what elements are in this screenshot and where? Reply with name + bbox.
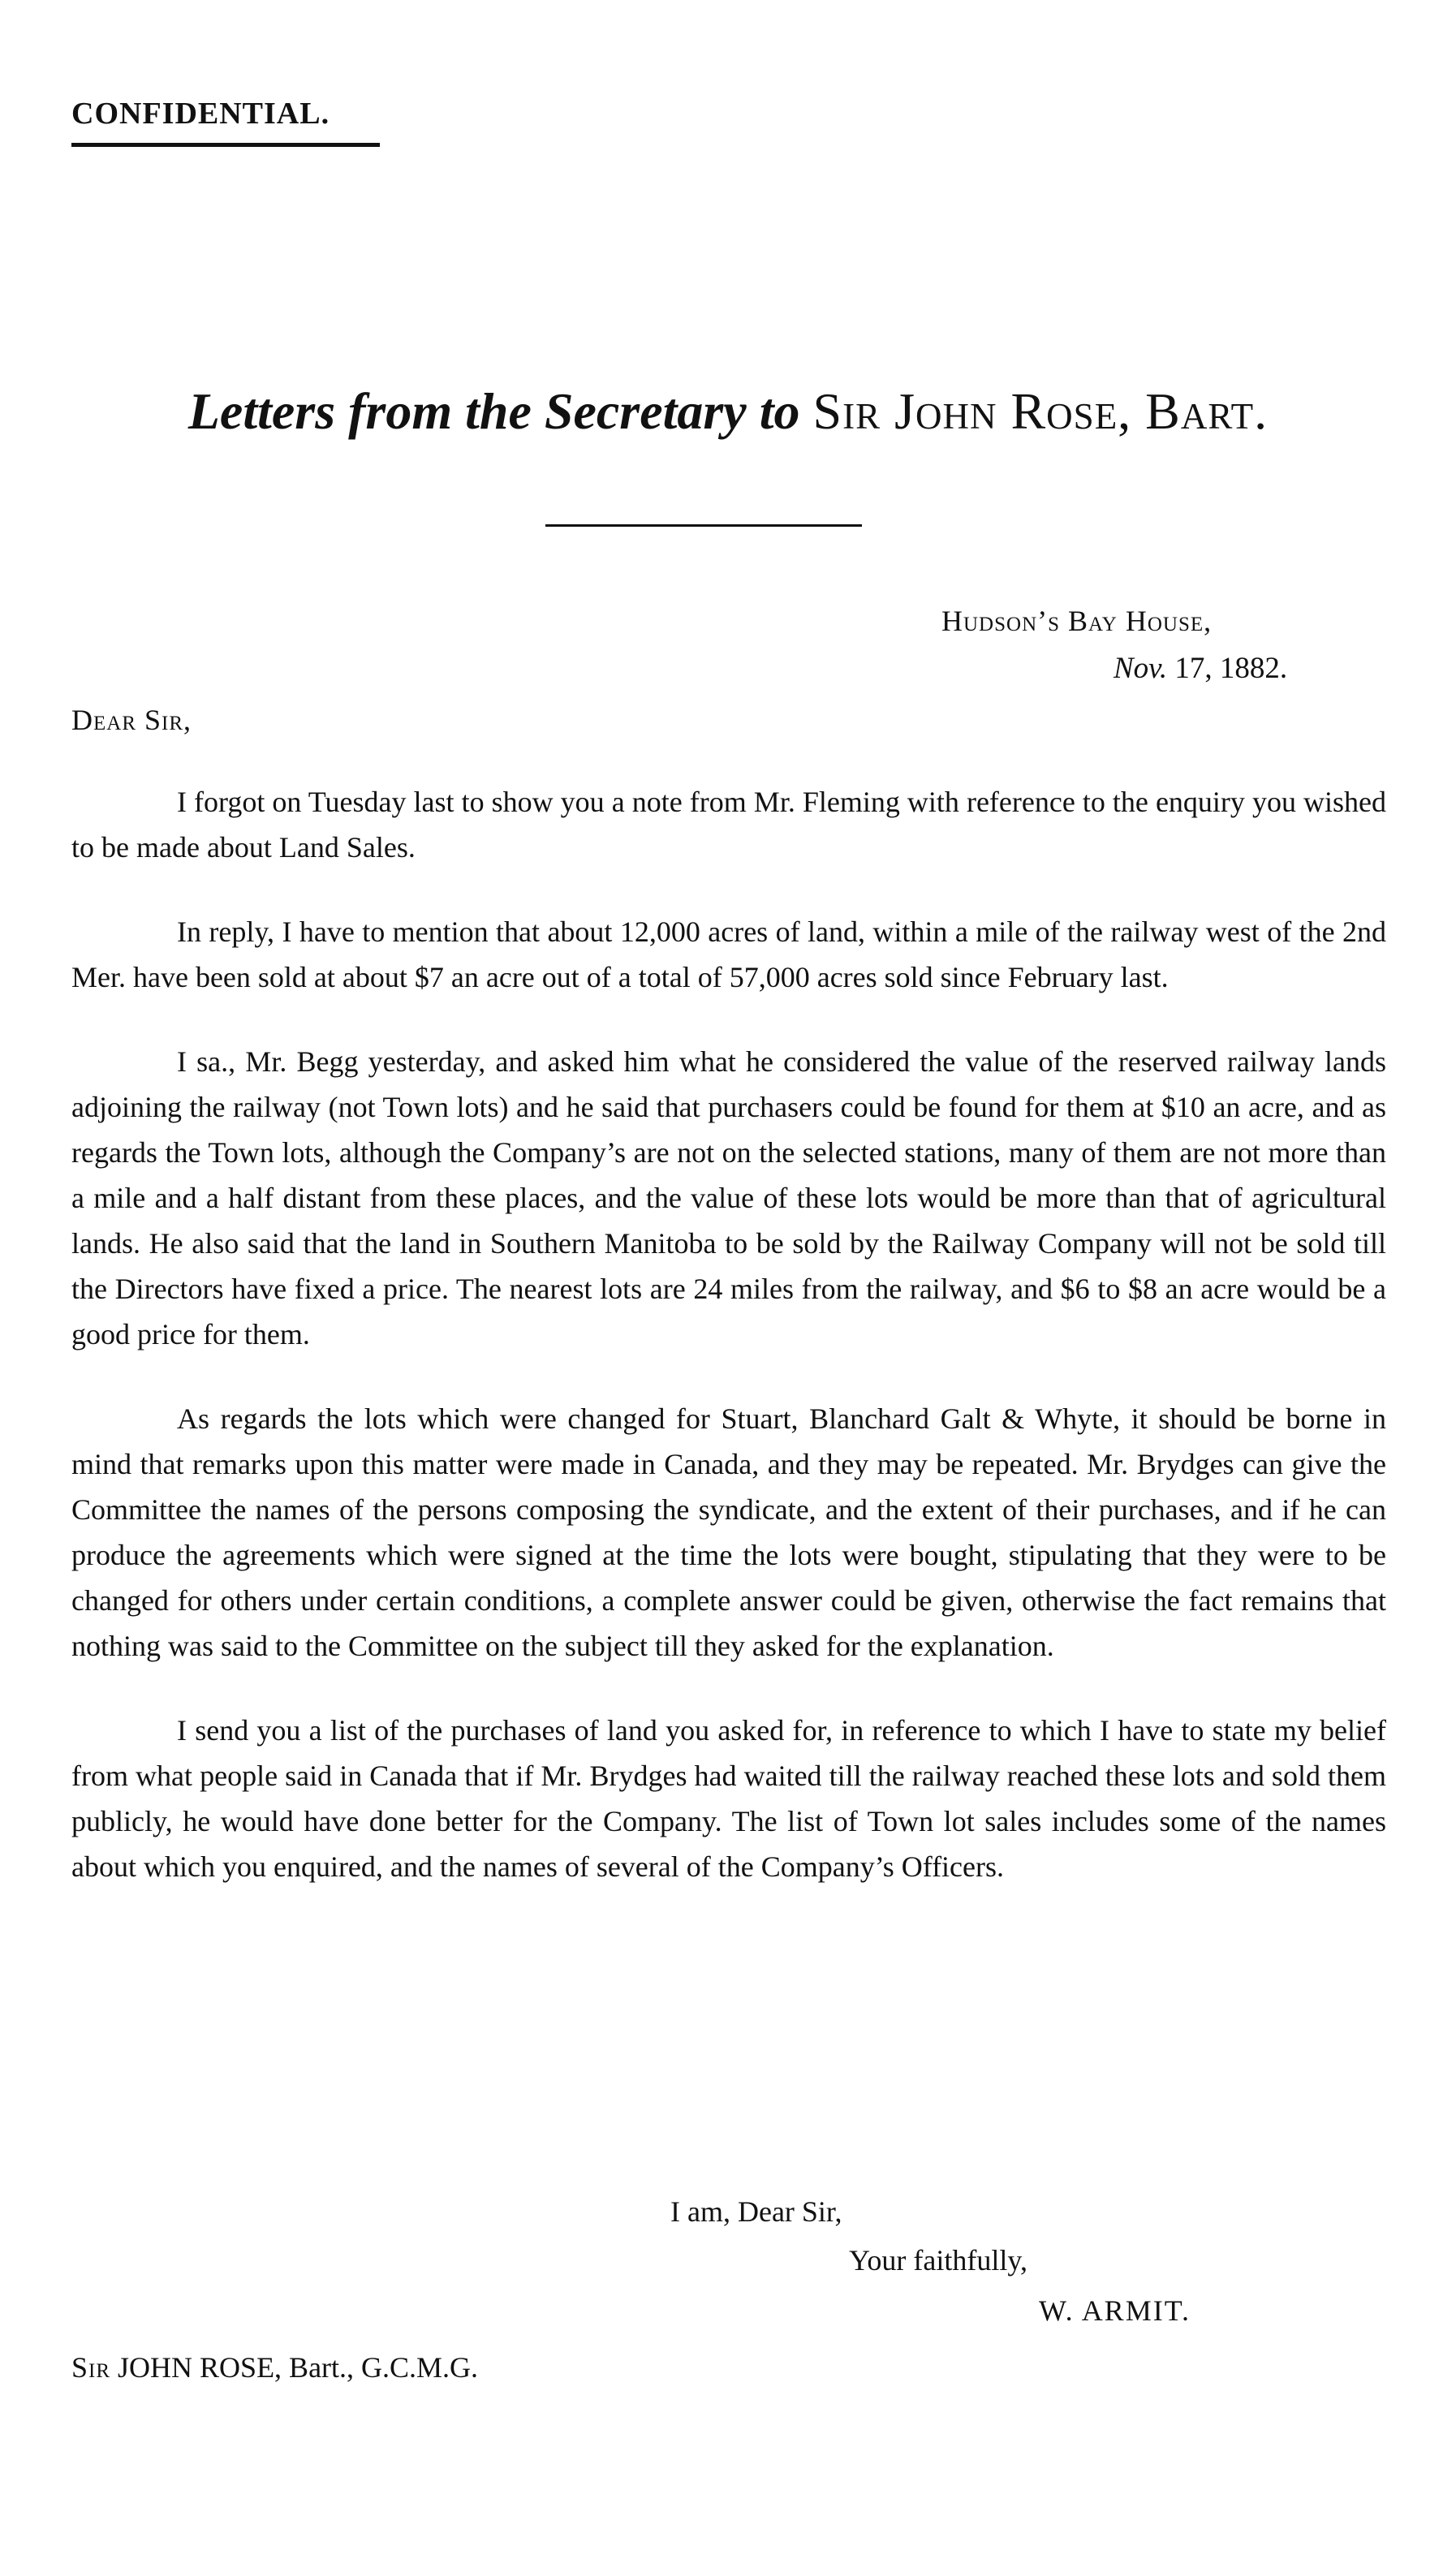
title-name: Sir John Rose, Bart. (812, 382, 1269, 440)
paragraph-5: I send you a list of the purchases of land you asked for, in reference to which I have to state my belief from what people said in Canada that if Mr. Brydges had waited till the railway reached these lots and sold them publicly, he would have done better for the Company. The list of Town lot sales includes some of the names about which you enquired, and the names of several of the Company’s Officers. (71, 1714, 1386, 1883)
addressee-title: Sir (71, 2351, 111, 2384)
confidential-underline (71, 143, 380, 147)
paragraph-1: I forgot on Tuesday last to show you a note from Mr. Fleming with reference to the enquiry you wished to be made about Land Sales. (71, 786, 1386, 864)
letter-place: Hudson’s Bay House, (941, 605, 1213, 637)
title-divider (545, 524, 862, 527)
letter-body (71, 779, 1386, 1928)
closing-line-1: I am, Dear Sir, (670, 2195, 842, 2228)
page-title (0, 381, 1456, 442)
date-month: Nov. (1114, 652, 1168, 685)
addressee-name: JOHN ROSE, Bart., G.C.M.G. (118, 2351, 479, 2384)
addressee (71, 2350, 478, 2384)
signature: W. ARMIT. (1039, 2294, 1191, 2327)
date-day-year: 17, 1882. (1174, 652, 1288, 685)
paragraph-4: As regards the lots which were changed for Stuart, Blanchard Galt & Whyte, it should be borne in mind that remarks upon this matter were made in Canada, and they may be repeated. Mr. Brydges can give the Committee the names of the persons composing the syndicate, and the extent of their purchases, and if he can produce the agreements which were signed at the time the lots were bought, stipulating that they were to be changed for others under certain conditions, a complete answer could be given, otherwise the fact remains that nothing was said to the Committee on the subject till they asked for the explanation. (71, 1402, 1386, 1662)
closing-line-2: Your faithfully, (849, 2244, 1028, 2277)
salutation: Dear Sir, (71, 704, 192, 736)
paragraph-2: In reply, I have to mention that about 12,000 acres of land, within a mile of the railway west of the 2nd Mer. have been sold at about $7 an acre out of a total of 57,000 acres sold since February last. (71, 915, 1386, 993)
confidential-marking: CONFIDENTIAL. (71, 97, 330, 131)
paragraph-3: I sa., Mr. Begg yesterday, and asked him what he considered the value of the reserved railway lands adjoining the railway (not Town lots) and he said that purchasers could be found for them at $10 an acre, and as regards the Town lots, although the Company’s are not on the selected stations, many of them are not more than a mile and a half distant from these places, and the value of these lots would be more than that of agricultural lands. He also said that the land in Southern Manitoba to be sold by the Railway Company will not be sold till the Directors have fixed a price. The nearest lots are 24 miles from the railway, and $6 to $8 an acre would be a good price for them. (71, 1045, 1386, 1350)
title-prefix: Letters from the Secretary to (187, 382, 800, 440)
letter-date (1114, 651, 1287, 686)
